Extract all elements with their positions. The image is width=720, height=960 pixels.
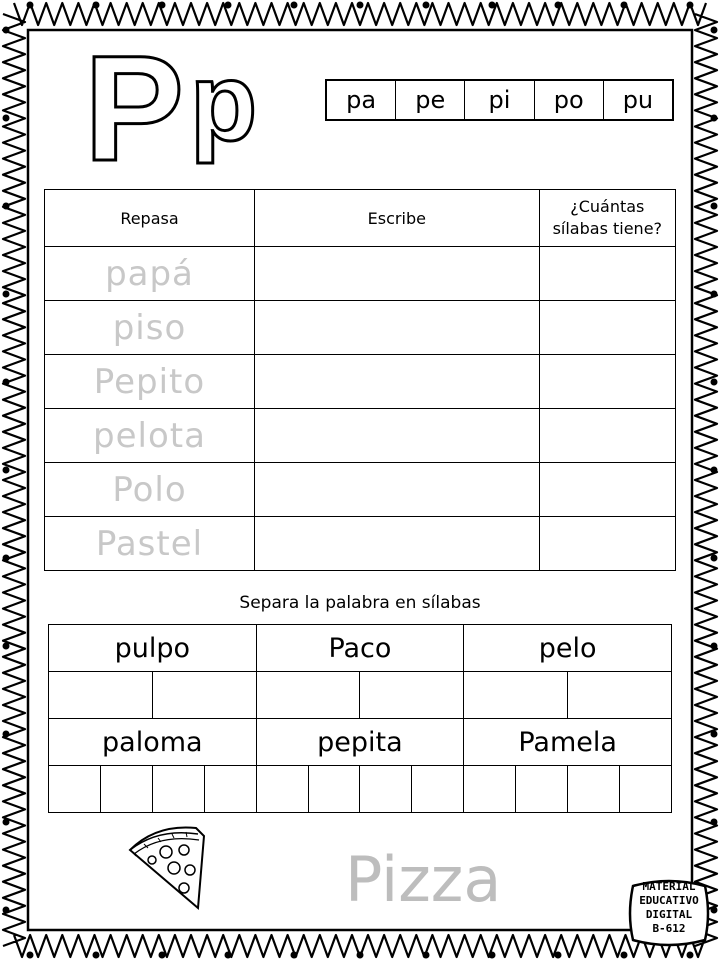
- border-dot: [3, 819, 10, 826]
- border-dot: [93, 952, 100, 959]
- syllable-cell: pi: [465, 81, 534, 119]
- pizza-slice-icon: [126, 822, 216, 914]
- border-dot: [555, 2, 562, 9]
- border-dot: [3, 555, 10, 562]
- syllable-cell: pu: [622, 86, 654, 114]
- border-dot: [555, 952, 562, 959]
- trace-word: pelota: [45, 409, 255, 463]
- trace-word: Pastel: [45, 517, 255, 571]
- letter-heading: [0, 0, 300, 180]
- separate-word: pelo: [464, 625, 672, 672]
- syllable-cell: pa: [327, 81, 396, 119]
- syllable-count-cell[interactable]: [539, 463, 675, 517]
- border-dot: [711, 27, 718, 34]
- syllable-box[interactable]: [464, 672, 568, 719]
- border-dot: [489, 2, 496, 9]
- separate-box-row-1: [49, 672, 672, 719]
- border-dot: [3, 467, 10, 474]
- border-dot: [3, 291, 10, 298]
- syllable-box[interactable]: [360, 672, 464, 719]
- table-row: [45, 463, 676, 517]
- syllable-box[interactable]: [308, 766, 360, 813]
- border-dot: [711, 203, 718, 210]
- separate-word: pulpo: [49, 625, 257, 672]
- separate-table: [48, 624, 672, 813]
- border-dot: [423, 952, 430, 959]
- syllable-box[interactable]: [256, 672, 360, 719]
- syllable-box[interactable]: [412, 766, 464, 813]
- syllable-count-cell[interactable]: [539, 301, 675, 355]
- separate-word: Pamela: [464, 719, 672, 766]
- write-cell[interactable]: [254, 517, 539, 571]
- syllable-count-cell[interactable]: [539, 517, 675, 571]
- syllable-box[interactable]: [49, 766, 101, 813]
- separate-word: pepita: [256, 719, 464, 766]
- border-dot: [711, 115, 718, 122]
- syllable-count-cell[interactable]: [539, 355, 675, 409]
- border-dot: [357, 952, 364, 959]
- uppercase-letter: P: [84, 24, 185, 180]
- border-dot: [687, 952, 694, 959]
- table-row: [45, 301, 676, 355]
- border-dot: [423, 2, 430, 9]
- border-dot: [3, 379, 10, 386]
- border-dot: [711, 467, 718, 474]
- trace-word: Polo: [45, 463, 255, 517]
- syllable-box[interactable]: [256, 766, 308, 813]
- border-dot: [621, 2, 628, 9]
- syllable-box[interactable]: [464, 766, 516, 813]
- border-dot: [711, 819, 718, 826]
- header-escribe: Escribe: [254, 190, 539, 247]
- syllable-box[interactable]: [49, 672, 153, 719]
- syllable-box[interactable]: [568, 766, 620, 813]
- header-repasa: Repasa: [45, 190, 255, 247]
- separate-word: paloma: [49, 719, 257, 766]
- write-cell[interactable]: [254, 355, 539, 409]
- trace-word: Pepito: [45, 355, 255, 409]
- syllable-box[interactable]: [516, 766, 568, 813]
- header-cuantas-silabas: ¿Cuántas sílabas tiene?: [539, 190, 675, 247]
- border-dot: [711, 643, 718, 650]
- write-cell[interactable]: [254, 463, 539, 517]
- border-dot: [225, 952, 232, 959]
- separate-title: Separa la palabra en sílabas: [239, 593, 481, 613]
- border-dot: [3, 203, 10, 210]
- syllable-box[interactable]: [360, 766, 412, 813]
- syllable-cell: pe: [396, 81, 465, 119]
- border-dot: [711, 291, 718, 298]
- border-dot: [711, 731, 718, 738]
- border-dot: [711, 379, 718, 386]
- table-row: [45, 247, 676, 301]
- border-dot: [3, 907, 10, 914]
- trace-word: piso: [45, 301, 255, 355]
- practice-table: [44, 189, 676, 571]
- separate-word-row-1: [49, 625, 672, 672]
- border-dot: [291, 952, 298, 959]
- table-row: [45, 355, 676, 409]
- border-dot: [3, 731, 10, 738]
- separate-word-row-2: [49, 719, 672, 766]
- write-cell[interactable]: [254, 409, 539, 463]
- border-dot: [711, 555, 718, 562]
- syllable-box[interactable]: [568, 672, 672, 719]
- border-dot: [3, 643, 10, 650]
- syllable-box[interactable]: [152, 672, 256, 719]
- syllable-box[interactable]: [100, 766, 152, 813]
- border-dot: [621, 952, 628, 959]
- border-dot: [159, 952, 166, 959]
- syllable-count-cell[interactable]: [539, 247, 675, 301]
- table-header-row: [45, 190, 676, 247]
- syllable-box[interactable]: [619, 766, 671, 813]
- border-dot: [687, 2, 694, 9]
- lowercase-letter: p: [190, 41, 258, 164]
- separate-word: Paco: [256, 625, 464, 672]
- border-dot: [27, 952, 34, 959]
- border-dot: [357, 2, 364, 9]
- syllable-box[interactable]: [204, 766, 256, 813]
- syllable-cell: po: [535, 81, 604, 119]
- write-cell[interactable]: [254, 247, 539, 301]
- trace-word: papá: [45, 247, 255, 301]
- separate-box-row-2: [49, 766, 672, 813]
- table-row: [45, 409, 676, 463]
- write-cell[interactable]: [254, 301, 539, 355]
- border-dot: [489, 952, 496, 959]
- picture-word: Pizza: [345, 843, 502, 916]
- syllable-strip: [325, 79, 674, 121]
- syllable-count-cell[interactable]: [539, 409, 675, 463]
- publisher-badge: MATERIAL EDUCATIVO DIGITAL B-612: [639, 880, 699, 935]
- syllable-box[interactable]: [152, 766, 204, 813]
- table-row: [45, 517, 676, 571]
